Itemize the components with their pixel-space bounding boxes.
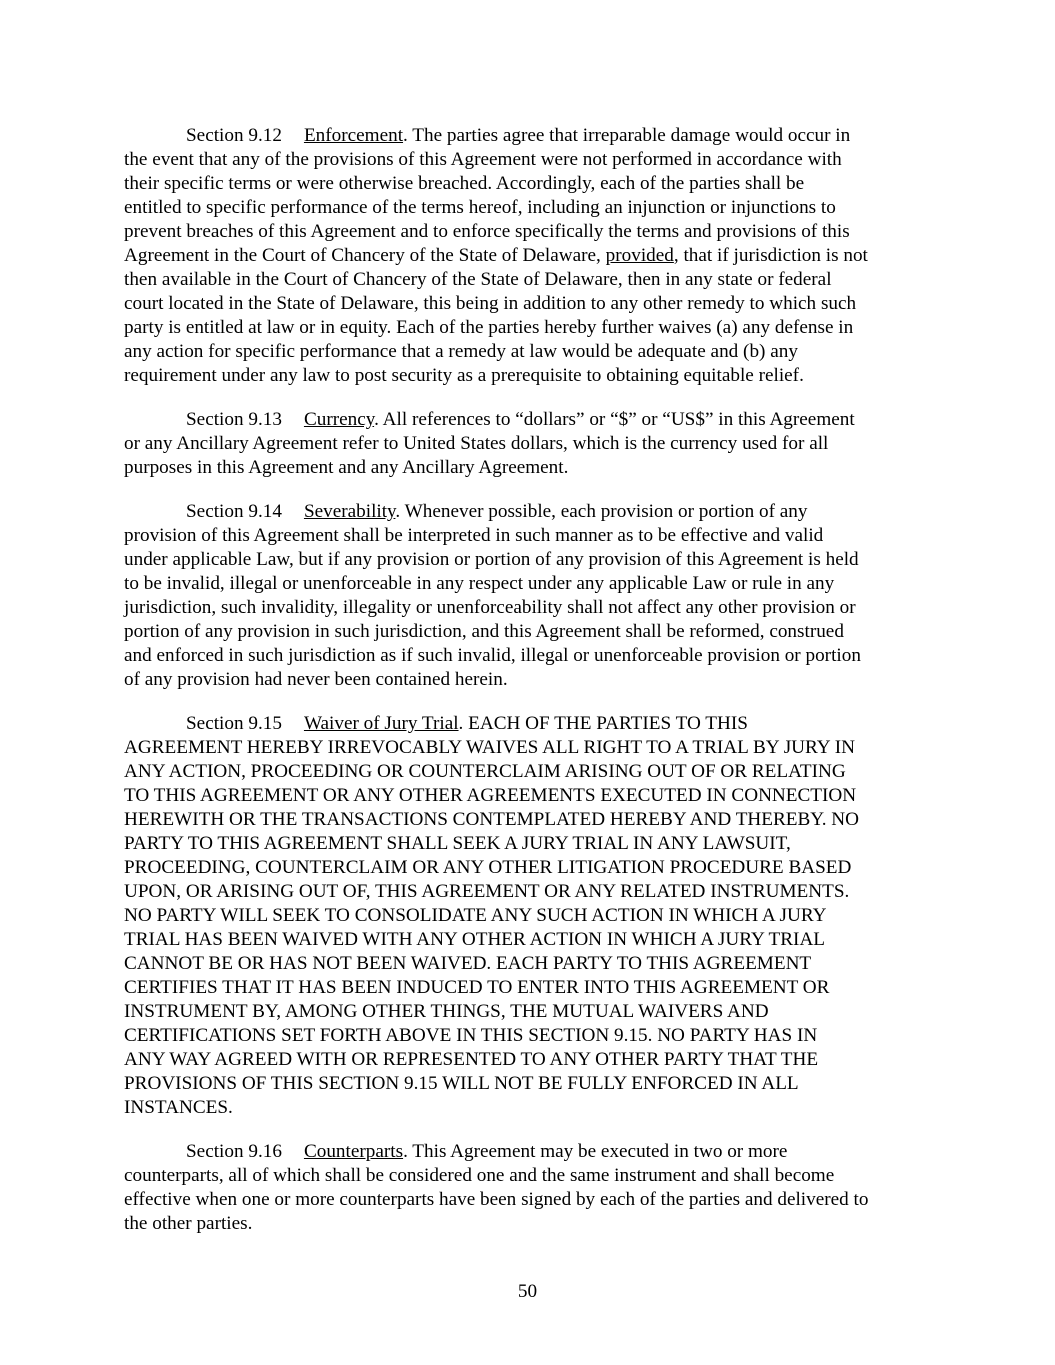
section-text: NO PARTY WILL SEEK TO CONSOLIDATE ANY SUCH ACTION IN WHICH A JURY <box>124 905 827 926</box>
section-text: CERTIFICATIONS SET FORTH ABOVE IN THIS SECTION 9.15. NO PARTY HAS IN <box>124 1025 818 1046</box>
page-number: 50 <box>517 1281 538 1302</box>
section-text: Agreement in the Court of Chancery of the State of Delaware, <box>124 245 606 266</box>
section-text: TRIAL HAS BEEN WAIVED WITH ANY OTHER ACTION IN WHICH A JURY TRIAL <box>124 929 826 950</box>
section-text: UPON, OR ARISING OUT OF, THIS AGREEMENT OR ANY RELATED INSTRUMENTS. <box>124 881 850 902</box>
section-text: . Whenever possible, each provision or portion of any <box>395 501 808 522</box>
section-text: entitled to specific performance of the terms hereof, including an injunction or injunctions to <box>124 197 836 218</box>
section-text: ANY ACTION, PROCEEDING OR COUNTERCLAIM ARISING OUT OF OR RELATING <box>124 761 846 782</box>
section-text: under applicable Law, but if any provision or portion of any provision of this Agreement is held <box>124 549 859 570</box>
section-text: CERTIFIES THAT IT HAS BEEN INDUCED TO ENTER INTO THIS AGREEMENT OR <box>124 977 830 998</box>
section-text: to be invalid, illegal or unenforceable in any respect under any applicable Law or rule in any <box>124 573 835 594</box>
section-number: Section 9.13 <box>186 409 282 430</box>
section-9-14 <box>124 500 932 692</box>
section-text: or any Ancillary Agreement refer to United States dollars, which is the currency used for all <box>124 433 829 454</box>
section-text: prevent breaches of this Agreement and to enforce specifically the terms and provisions of this <box>124 221 850 242</box>
section-text: portion of any provision in such jurisdiction, and this Agreement shall be reformed, construed <box>124 621 844 642</box>
section-text: CANNOT BE OR HAS NOT BEEN WAIVED. EACH PARTY TO THIS AGREEMENT <box>124 953 812 974</box>
section-9-15 <box>124 712 932 1120</box>
section-number: Section 9.14 <box>186 501 282 522</box>
section-text: HEREWITH OR THE TRANSACTIONS CONTEMPLATED HEREBY AND THEREBY. NO <box>124 809 859 830</box>
section-title: Counterparts <box>303 1141 404 1162</box>
section-text: counterparts, all of which shall be considered one and the same instrument and shall become <box>124 1165 835 1186</box>
section-text: INSTRUMENT BY, AMONG OTHER THINGS, THE MUTUAL WAIVERS AND <box>124 1001 769 1022</box>
section-text: requirement under any law to post security as a prerequisite to obtaining equitable relief. <box>124 365 804 386</box>
section-number: Section 9.15 <box>186 713 282 734</box>
section-text: and enforced in such jurisdiction as if such invalid, illegal or unenforceable provision or portion <box>124 645 861 666</box>
section-text: . All references to “dollars” or “$” or “US$” in this Agreement <box>374 409 855 430</box>
section-text: any action for specific performance that a remedy at law would be adequate and (b) any <box>124 341 798 362</box>
section-text: . The parties agree that irreparable damage would occur in <box>403 125 851 146</box>
section-text: PROCEEDING, COUNTERCLAIM OR ANY OTHER LITIGATION PROCEDURE BASED <box>124 857 852 878</box>
section-text: jurisdiction, such invalidity, illegality or unenforceability shall not affect any other provision or <box>124 597 856 618</box>
section-text: , that if jurisdiction is not <box>673 245 868 266</box>
section-9-13 <box>124 408 932 480</box>
section-number: Section 9.12 <box>186 125 282 146</box>
section-text: INSTANCES. <box>124 1097 233 1118</box>
section-text: . EACH OF THE PARTIES TO THIS <box>458 713 748 734</box>
section-text: effective when one or more counterparts have been signed by each of the parties and delivered to <box>124 1189 869 1210</box>
document-body <box>124 124 932 1256</box>
section-text: . This Agreement may be executed in two or more <box>403 1141 788 1162</box>
section-9-12 <box>124 124 932 388</box>
section-text: party is entitled at law or in equity. Each of the parties hereby further waives (a) any defense in <box>124 317 854 338</box>
section-text: provision of this Agreement shall be interpreted in such manner as to be effective and valid <box>124 525 824 546</box>
section-text: AGREEMENT HEREBY IRREVOCABLY WAIVES ALL RIGHT TO A TRIAL BY JURY IN <box>124 737 855 758</box>
section-text: PROVISIONS OF THIS SECTION 9.15 WILL NOT BE FULLY ENFORCED IN ALL <box>124 1073 799 1094</box>
section-text: their specific terms or were otherwise breached. Accordingly, each of the parties shall be <box>124 173 805 194</box>
section-title: Waiver of Jury Trial <box>303 713 459 734</box>
section-text: the other parties. <box>124 1213 253 1234</box>
section-number: Section 9.16 <box>186 1141 282 1162</box>
section-text: then available in the Court of Chancery of the State of Delaware, then in any state or federal <box>124 269 832 290</box>
provided-term: provided <box>605 245 674 266</box>
section-text: court located in the State of Delaware, this being in addition to any other remedy to which such <box>124 293 857 314</box>
section-title: Severability <box>303 501 396 522</box>
section-text: TO THIS AGREEMENT OR ANY OTHER AGREEMENTS EXECUTED IN CONNECTION <box>124 785 857 806</box>
section-text: PARTY TO THIS AGREEMENT SHALL SEEK A JURY TRIAL IN ANY LAWSUIT, <box>124 833 791 854</box>
section-text: ANY WAY AGREED WITH OR REPRESENTED TO ANY OTHER PARTY THAT THE <box>124 1049 819 1070</box>
section-text: the event that any of the provisions of this Agreement were not performed in accordance with <box>124 149 842 170</box>
section-title: Currency <box>303 409 375 430</box>
section-title: Enforcement <box>303 125 404 146</box>
section-text: purposes in this Agreement and any Ancillary Agreement. <box>124 457 569 478</box>
section-9-16 <box>124 1140 932 1236</box>
section-text: of any provision had never been contained herein. <box>124 669 508 690</box>
